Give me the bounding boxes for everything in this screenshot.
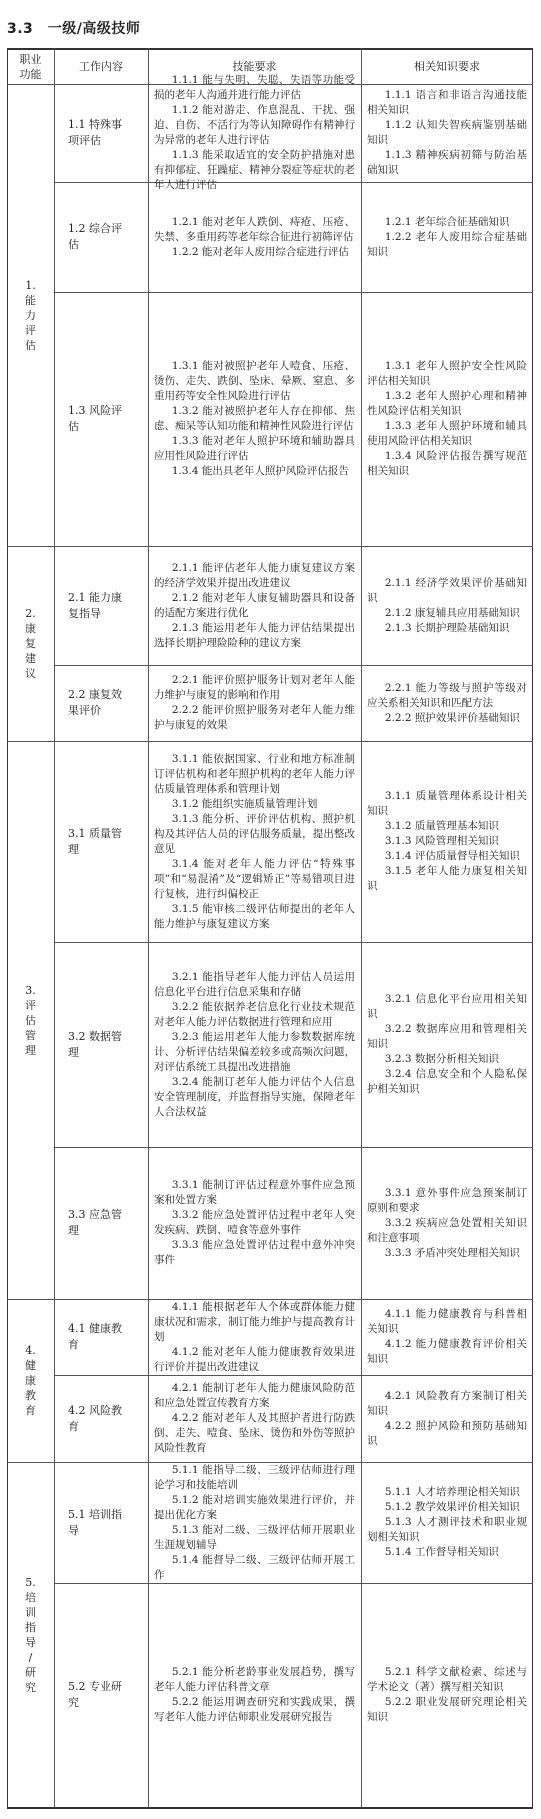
skill-item: 1.2.2 能对老年人废用综合症进行评估 bbox=[171, 245, 349, 258]
knowledge-item: 5.1.3 人才测评技术和职业规划相关知识 bbox=[367, 1516, 527, 1543]
skill-item: 3.3.1 能制订评估过程意外事件应急预案和处置方案 bbox=[154, 1179, 355, 1206]
knowledge-item: 4.2.1 风险教育方案制订相关知识 bbox=[367, 1389, 527, 1417]
function-label: 5. 培 训 指 导 / 研 究 bbox=[25, 1575, 36, 1694]
knowledge-requirements bbox=[367, 182, 527, 292]
knowledge-item: 5.1.1 人才培养理论相关知识 bbox=[384, 1486, 520, 1498]
skill-item: 5.1.1 能指导二级、三级评估师进行理论学习和技能培训 bbox=[154, 1463, 355, 1491]
knowledge-item: 1.2.1 老年综合征基础知识 bbox=[384, 215, 510, 228]
skill-item: 2.2.2 能评价照护服务对老年人能力维护与康复的效果 bbox=[154, 704, 355, 731]
skill-item: 5.2.2 能运用调查研究和实践成果，撰写老年人能力评估师职业发展研究报告 bbox=[154, 1696, 355, 1723]
skill-requirements bbox=[154, 1583, 355, 1807]
knowledge-item: 3.1.1 质量管理体系设计相关知识 bbox=[367, 790, 527, 817]
skill-item: 1.1.2 能对游走、作息混乱、干扰、强迫、自伤、不活行为等认知障碍作有精神行为异常的老年人进行评估 bbox=[154, 104, 355, 146]
skill-item: 1.3.2 能对被照护老年人存在抑郁、焦虑、痴呆等认知功能和精神性风险进行评估 bbox=[154, 405, 355, 432]
knowledge-item: 5.1.2 教学效果评价相关知识 bbox=[384, 1501, 520, 1513]
skill-item: 1.1.1 能与失明、失聪、失语等功能受损的老年人沟通并进行能力评估 bbox=[154, 74, 355, 101]
work-content: 4.2 风险教 育 bbox=[68, 1403, 122, 1433]
work-content: 3.1 质量管 理 bbox=[68, 826, 122, 856]
function-label: 4. 健 康 教 育 bbox=[25, 1344, 36, 1417]
skill-item: 4.1.2 能对老年人能力健康教育效果进行评价并提出改进建议 bbox=[154, 1345, 355, 1373]
knowledge-item: 2.1.2 康复辅具应用基础知识 bbox=[384, 606, 520, 619]
skill-item: 5.1.2 能对培训实施效果进行评价，并提出优化方案 bbox=[154, 1493, 355, 1521]
knowledge-item: 1.1.2 认知失智疾病鉴别基础知识 bbox=[367, 119, 527, 146]
skill-item: 4.1.1 能根据老年人个体或群体能力健康状况和需求，制订能力维护与提高教育计划 bbox=[154, 1300, 355, 1343]
knowledge-item: 4.1.1 能力健康教育与科普相关知识 bbox=[367, 1308, 527, 1335]
function-label: 3. 评 估 管 理 bbox=[25, 983, 36, 1057]
skill-item: 2.1.3 能运用老年人能力评估结果提出选择长期护理险险种的建议方案 bbox=[154, 621, 355, 649]
table-bottom-rule bbox=[7, 1807, 533, 1809]
skill-requirements bbox=[154, 1462, 355, 1583]
skill-item: 4.2.1 能制订老年人能力健康风险防范和应急处置宣传教育方案 bbox=[154, 1382, 355, 1409]
work-content: 1.1 特殊事 项评估 bbox=[68, 118, 122, 147]
knowledge-item: 1.3.3 老年人照护环境和辅具使用风险评估相关知识 bbox=[367, 420, 527, 447]
header-work: 工作内容 bbox=[79, 60, 123, 73]
knowledge-requirements bbox=[367, 665, 527, 741]
knowledge-item: 5.2.1 科学文献检索、综述与学术论文（著）撰写相关知识 bbox=[367, 1666, 527, 1693]
skill-item: 5.1.4 能督导二级、三级评估师开展工作 bbox=[154, 1553, 355, 1581]
skill-item: 1.3.1 能对被照护老年人噎食、压疮、烫伤、走失、跌倒、坠床、晕厥、窒息、多重用药等安全性风险进行评估 bbox=[154, 360, 355, 402]
knowledge-item: 3.2.3 数据分析相关知识 bbox=[384, 1053, 499, 1065]
knowledge-item: 5.1.4 工作督导相关知识 bbox=[384, 1546, 499, 1558]
skill-item: 3.3.2 能应急处置评估过程中老年人突发疾病、跌倒、噎食等意外事件 bbox=[154, 1209, 355, 1236]
skill-requirements bbox=[154, 665, 355, 741]
skill-requirements bbox=[154, 182, 355, 292]
skill-item: 3.1.3 能分析、评价评估机构、照护机构及其评估人员的评估服务质量，提出整改意见 bbox=[154, 812, 355, 855]
knowledge-requirements bbox=[367, 84, 527, 182]
knowledge-item: 5.2.2 职业发展研究理论相关知识 bbox=[367, 1696, 527, 1723]
skill-requirements bbox=[154, 741, 355, 942]
knowledge-item: 4.1.2 能力健康教育评价相关知识 bbox=[367, 1338, 527, 1365]
knowledge-item: 3.3.3 矛盾冲突处理相关知识 bbox=[384, 1246, 520, 1259]
knowledge-requirements bbox=[367, 1583, 527, 1807]
header-knowledge: 相关知识要求 bbox=[414, 60, 480, 73]
skill-item: 3.2.1 能指导老年人能力评估人员运用信息化平台进行信息采集和存储 bbox=[154, 970, 355, 998]
knowledge-item: 2.2.1 能力等级与照护等级对应关系相关知识和匹配方法 bbox=[367, 681, 527, 709]
knowledge-item: 2.2.2 照护效果评价基础知识 bbox=[384, 711, 520, 724]
skill-requirements bbox=[154, 1299, 355, 1375]
skill-item: 1.3.3 能对老年人照护环境和辅助器具应用性风险进行评估 bbox=[154, 435, 355, 462]
skill-item: 5.2.1 能分析老龄事业发展趋势，撰写老年人能力评估科普文章 bbox=[154, 1666, 355, 1693]
column-divider bbox=[148, 48, 149, 1807]
knowledge-item: 1.1.3 精神疾病初筛与防治基础知识 bbox=[367, 149, 527, 176]
knowledge-item: 1.2.2 老年人废用综合症基础知识 bbox=[367, 230, 527, 258]
knowledge-requirements bbox=[367, 942, 527, 1147]
knowledge-requirements bbox=[367, 292, 527, 546]
knowledge-item: 1.3.1 老年人照护安全性风险评估相关知识 bbox=[367, 360, 527, 387]
table-top-rule bbox=[7, 48, 533, 50]
knowledge-item: 1.1.1 语言和非语言沟通技能相关知识 bbox=[367, 89, 527, 116]
knowledge-requirements bbox=[367, 1147, 527, 1299]
function-label: 2. 康 复 建 议 bbox=[25, 607, 36, 680]
work-content: 5.2 专业研 究 bbox=[68, 1680, 122, 1709]
skill-item: 3.1.1 能依据国家、行业和地方标准制订评估机构和老年照护机构的老年人能力评估质量管理体系和管理计划 bbox=[154, 752, 355, 795]
work-content: 3.3 应急管 理 bbox=[68, 1208, 122, 1237]
skill-item: 1.1.3 能采取适宜的安全防护措施对患有抑郁症、狂躁症、精神分裂症等症状的老年人进行评估 bbox=[154, 149, 355, 191]
skill-requirements bbox=[154, 74, 355, 191]
knowledge-requirements bbox=[367, 1462, 527, 1583]
knowledge-requirements bbox=[367, 1299, 527, 1375]
skill-requirements bbox=[154, 546, 355, 665]
knowledge-requirements bbox=[367, 1375, 527, 1462]
skill-item: 1.2.1 能对老年人跌倒、痔疮、压疮、失禁、多重用药等老年综合征进行初筛评估 bbox=[154, 215, 355, 243]
skill-item: 5.1.3 能对二级、三级评估师开展职业生涯规划辅导 bbox=[154, 1523, 355, 1551]
skill-item: 2.1.2 能对老年人康复辅助器具和设备的适配方案进行优化 bbox=[154, 591, 355, 619]
work-content: 2.2 康复效 果评价 bbox=[68, 688, 122, 717]
knowledge-requirements bbox=[367, 741, 527, 942]
section-title: 3.3 一级/高级技师 bbox=[7, 21, 141, 37]
skill-item: 2.2.1 能评价照护服务计划对老年人能力维护与康复的影响和作用 bbox=[154, 674, 355, 701]
knowledge-item: 4.2.2 照护风险和预防基础知识 bbox=[367, 1419, 527, 1447]
column-divider bbox=[361, 48, 362, 1807]
knowledge-requirements bbox=[367, 546, 527, 665]
knowledge-item: 3.1.5 老年人能力康复相关知识 bbox=[367, 865, 527, 892]
skill-requirements bbox=[154, 292, 355, 546]
work-content: 4.1 健康教 育 bbox=[68, 1322, 122, 1351]
work-content: 3.2 数据管 理 bbox=[68, 1029, 122, 1059]
knowledge-item: 1.3.4 风险评估报告撰写规范相关知识 bbox=[367, 450, 527, 477]
skill-item: 3.2.4 能制订老年人能力评估个人信息安全管理制度，并监督指导实施，保障老年人合法权益 bbox=[154, 1075, 355, 1118]
skill-item: 3.1.4 能对老年人能力评估“特殊事项”和“易混淆”及“逻辑矫正”等易错项目进行复核，进行纠偏校正 bbox=[154, 857, 355, 900]
work-content: 5.1 培训指 导 bbox=[68, 1507, 122, 1537]
work-content: 2.1 能力康 复指导 bbox=[68, 590, 122, 620]
knowledge-item: 2.1.3 长期护理险基础知识 bbox=[384, 621, 510, 634]
header-skill: 技能要求 bbox=[232, 60, 277, 73]
skill-requirements bbox=[154, 942, 355, 1147]
knowledge-item: 3.3.1 意外事件应急预案制订原则和要求 bbox=[367, 1186, 527, 1214]
knowledge-item: 3.2.2 数据库应用和管理相关知识 bbox=[367, 1023, 527, 1050]
skill-item: 3.1.2 能组织实施质量管理计划 bbox=[171, 797, 318, 810]
skill-requirements bbox=[154, 1375, 355, 1462]
knowledge-item: 3.2.1 信息化平台应用相关知识 bbox=[367, 993, 527, 1020]
skill-item: 3.3.3 能应急处置评估过程中意外冲突事件 bbox=[154, 1239, 355, 1266]
header-function: 职业 功能 bbox=[19, 53, 42, 81]
knowledge-item: 2.1.1 经济学效果评价基础知识 bbox=[367, 576, 527, 604]
knowledge-item: 1.3.2 老年人照护心理和精神性风险评估相关知识 bbox=[367, 390, 527, 417]
skill-item: 3.1.5 能审核二级评估师提出的老年人能力维护与康复建议方案 bbox=[154, 902, 355, 930]
skill-item: 3.2.2 能依据养老信息化行业技术规范对老年人能力评估数据进行管理和应用 bbox=[154, 1000, 355, 1028]
knowledge-item: 3.1.3 风险管理相关知识 bbox=[384, 835, 499, 847]
skill-item: 1.3.4 能出具老年人照护风险评估报告 bbox=[171, 465, 349, 477]
skill-requirements bbox=[154, 1147, 355, 1299]
work-content: 1.2 综合评 估 bbox=[68, 222, 122, 251]
work-content: 1.3 风险评 估 bbox=[68, 404, 122, 433]
knowledge-item: 3.1.2 质量管理基本知识 bbox=[384, 820, 499, 832]
knowledge-item: 3.1.4 评估质量督导相关知识 bbox=[384, 850, 520, 862]
knowledge-item: 3.3.2 疾病应急处置相关知识和注意事项 bbox=[367, 1216, 527, 1244]
function-label: 1. 能 力 评 估 bbox=[25, 278, 36, 352]
skill-item: 2.1.1 能评估老年人能力康复建议方案的经济学效果并提出改进建议 bbox=[154, 561, 355, 589]
skill-item: 4.2.2 能对老年人及其照护者进行防跌倒、走失、噎食、坠床、烫伤和外伤等照护风险性教育 bbox=[154, 1412, 355, 1454]
skill-item: 3.2.3 能运用老年人能力参数数据库统计、分析评估结果偏差较多或高频次问题，对评估系统工具提出改进措施 bbox=[154, 1030, 355, 1073]
knowledge-item: 3.2.4 信息安全和个人隐私保护相关知识 bbox=[367, 1068, 527, 1095]
